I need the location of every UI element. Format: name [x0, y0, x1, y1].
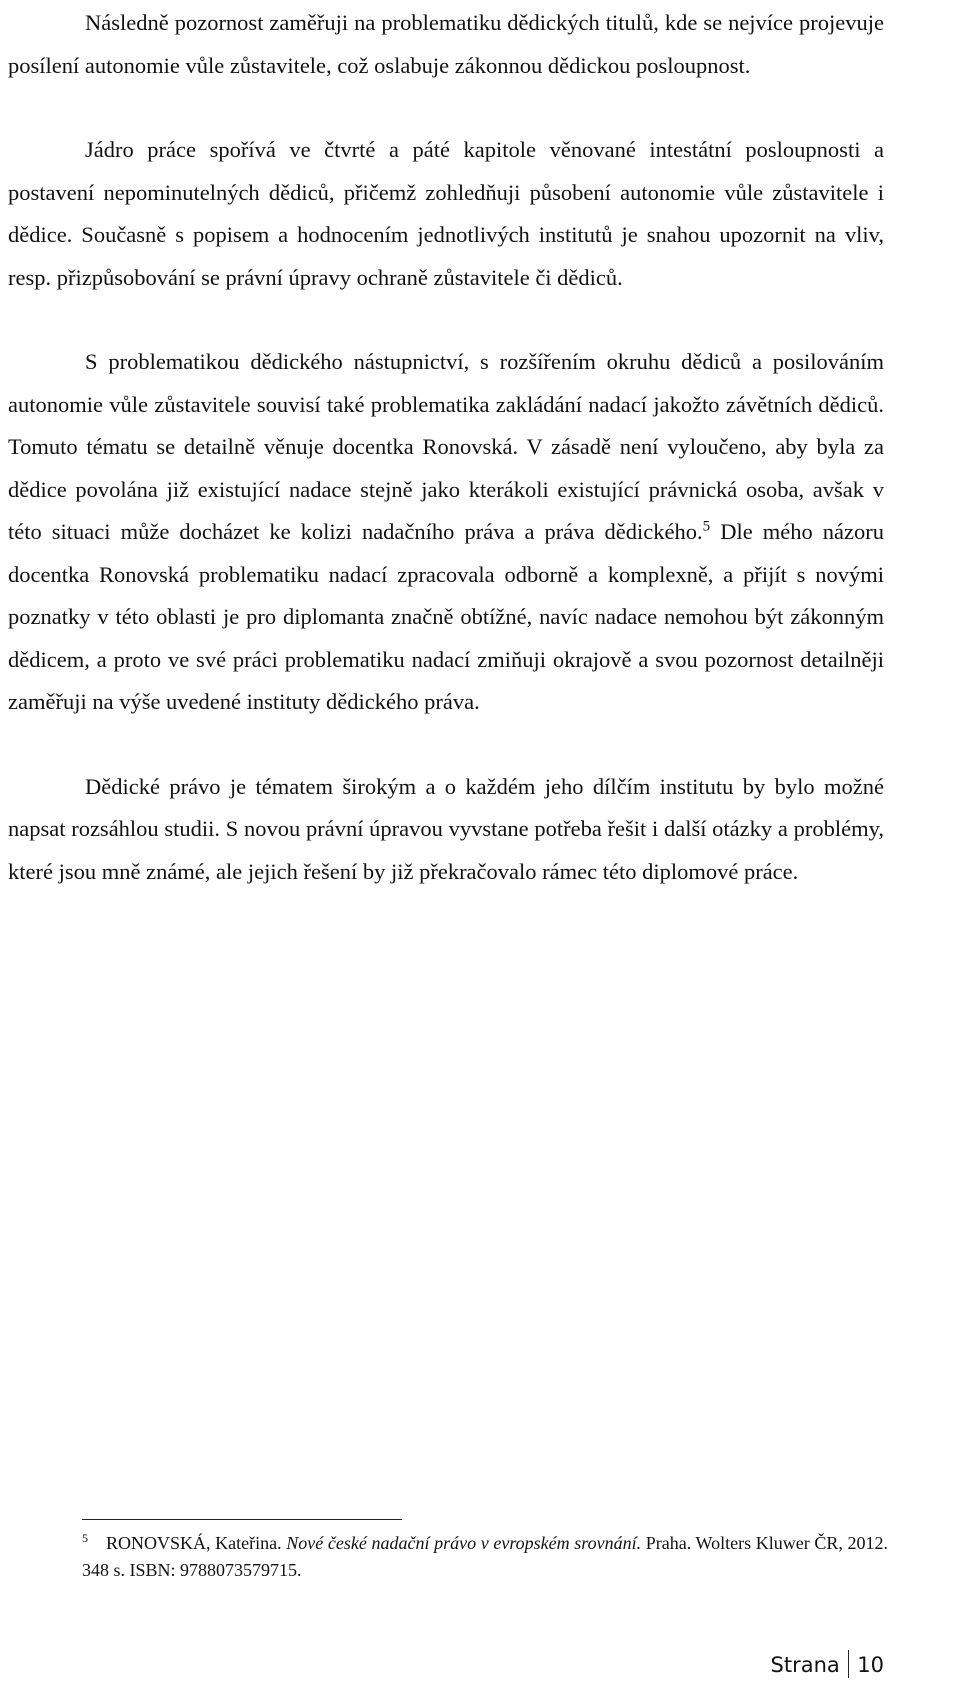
- page-number: [771, 1650, 884, 1680]
- page-number-label: Strana: [770, 1653, 840, 1677]
- footnote-author: RONOVSKÁ, Kateřina.: [106, 1533, 282, 1553]
- paragraph-3: [8, 341, 884, 724]
- footnote-reference[interactable]: 5: [702, 518, 711, 535]
- page-number-value: 10: [857, 1653, 884, 1677]
- paragraph-1: Následně pozornost zaměřuji na problematiku dědických titulů, kde se nejvíce projevuje posílení autonomie vůle zůstavitele, což oslabuje zákonnou dědickou posloupnost.: [8, 10, 884, 78]
- footnote-title: Nové české nadační právo v evropském srovnání.: [286, 1533, 642, 1553]
- paragraph-4: Dědické právo je tématem širokým a o každém jeho dílčím institutu by bylo možné napsat rozsáhlou studii. S novou právní úpravou vyvstane potřeba řešit i další otázky a problémy, které jsou mně známé, ale jejich řešení by již překračovalo rámec této diplomové práce.: [8, 773, 884, 884]
- paragraph-2: Jádro práce spořívá ve čtvrté a páté kapitole věnované intestátní posloupnosti a postavení nepominutelných dědiců, přičemž zohledňuji působení autonomie vůle zůstavitele i dědice. Současně s popisem a hodnocením jednotlivých institutů je snahou upozornit na vliv, resp. přizpůsobování se právní úpravy ochraně zůstavitele či dědiců.: [8, 137, 884, 290]
- footnote: [82, 1530, 888, 1584]
- main-text: [8, 2, 884, 935]
- paragraph-3-text-before-ref: S problematikou dědického nástupnictví, s rozšířením okruhu dědiců a posilováním autonomie vůle zůstavitele souvisí také problematika zakládání nadací jakožto závětních dědiců. Tomuto tématu se detailně věnuje docentka Ronovská. V zásadě není vyloučeno, aby byla za dědice povolána již existující nadace stejně jako kterákoli existující právnická osoba, avšak v této situaci může docházet ke kolizi nadačního práva a práva dědického.: [8, 349, 884, 544]
- page-number-divider: [848, 1650, 850, 1678]
- footnote-number: 5: [82, 1531, 88, 1545]
- footnote-publication: Praha. Wolters Kluwer ČR, 2012. 348 s. ISBN: 9788073579715.: [82, 1533, 888, 1580]
- paragraph-3-text-after-ref: Dle mého názoru docentka Ronovská problematiku nadací zpracovala odborně a komplexně, a přijít s novými poznatky v této oblasti je pro diplomanta značně obtížné, navíc nadace nemohou být zákonným dědicem, a proto ve své práci problematiku nadací zmiňuji okrajově a svou pozornost detailněji zaměřuji na výše uvedené instituty dědického práva.: [8, 519, 884, 714]
- footnote-separator: [82, 1519, 402, 1520]
